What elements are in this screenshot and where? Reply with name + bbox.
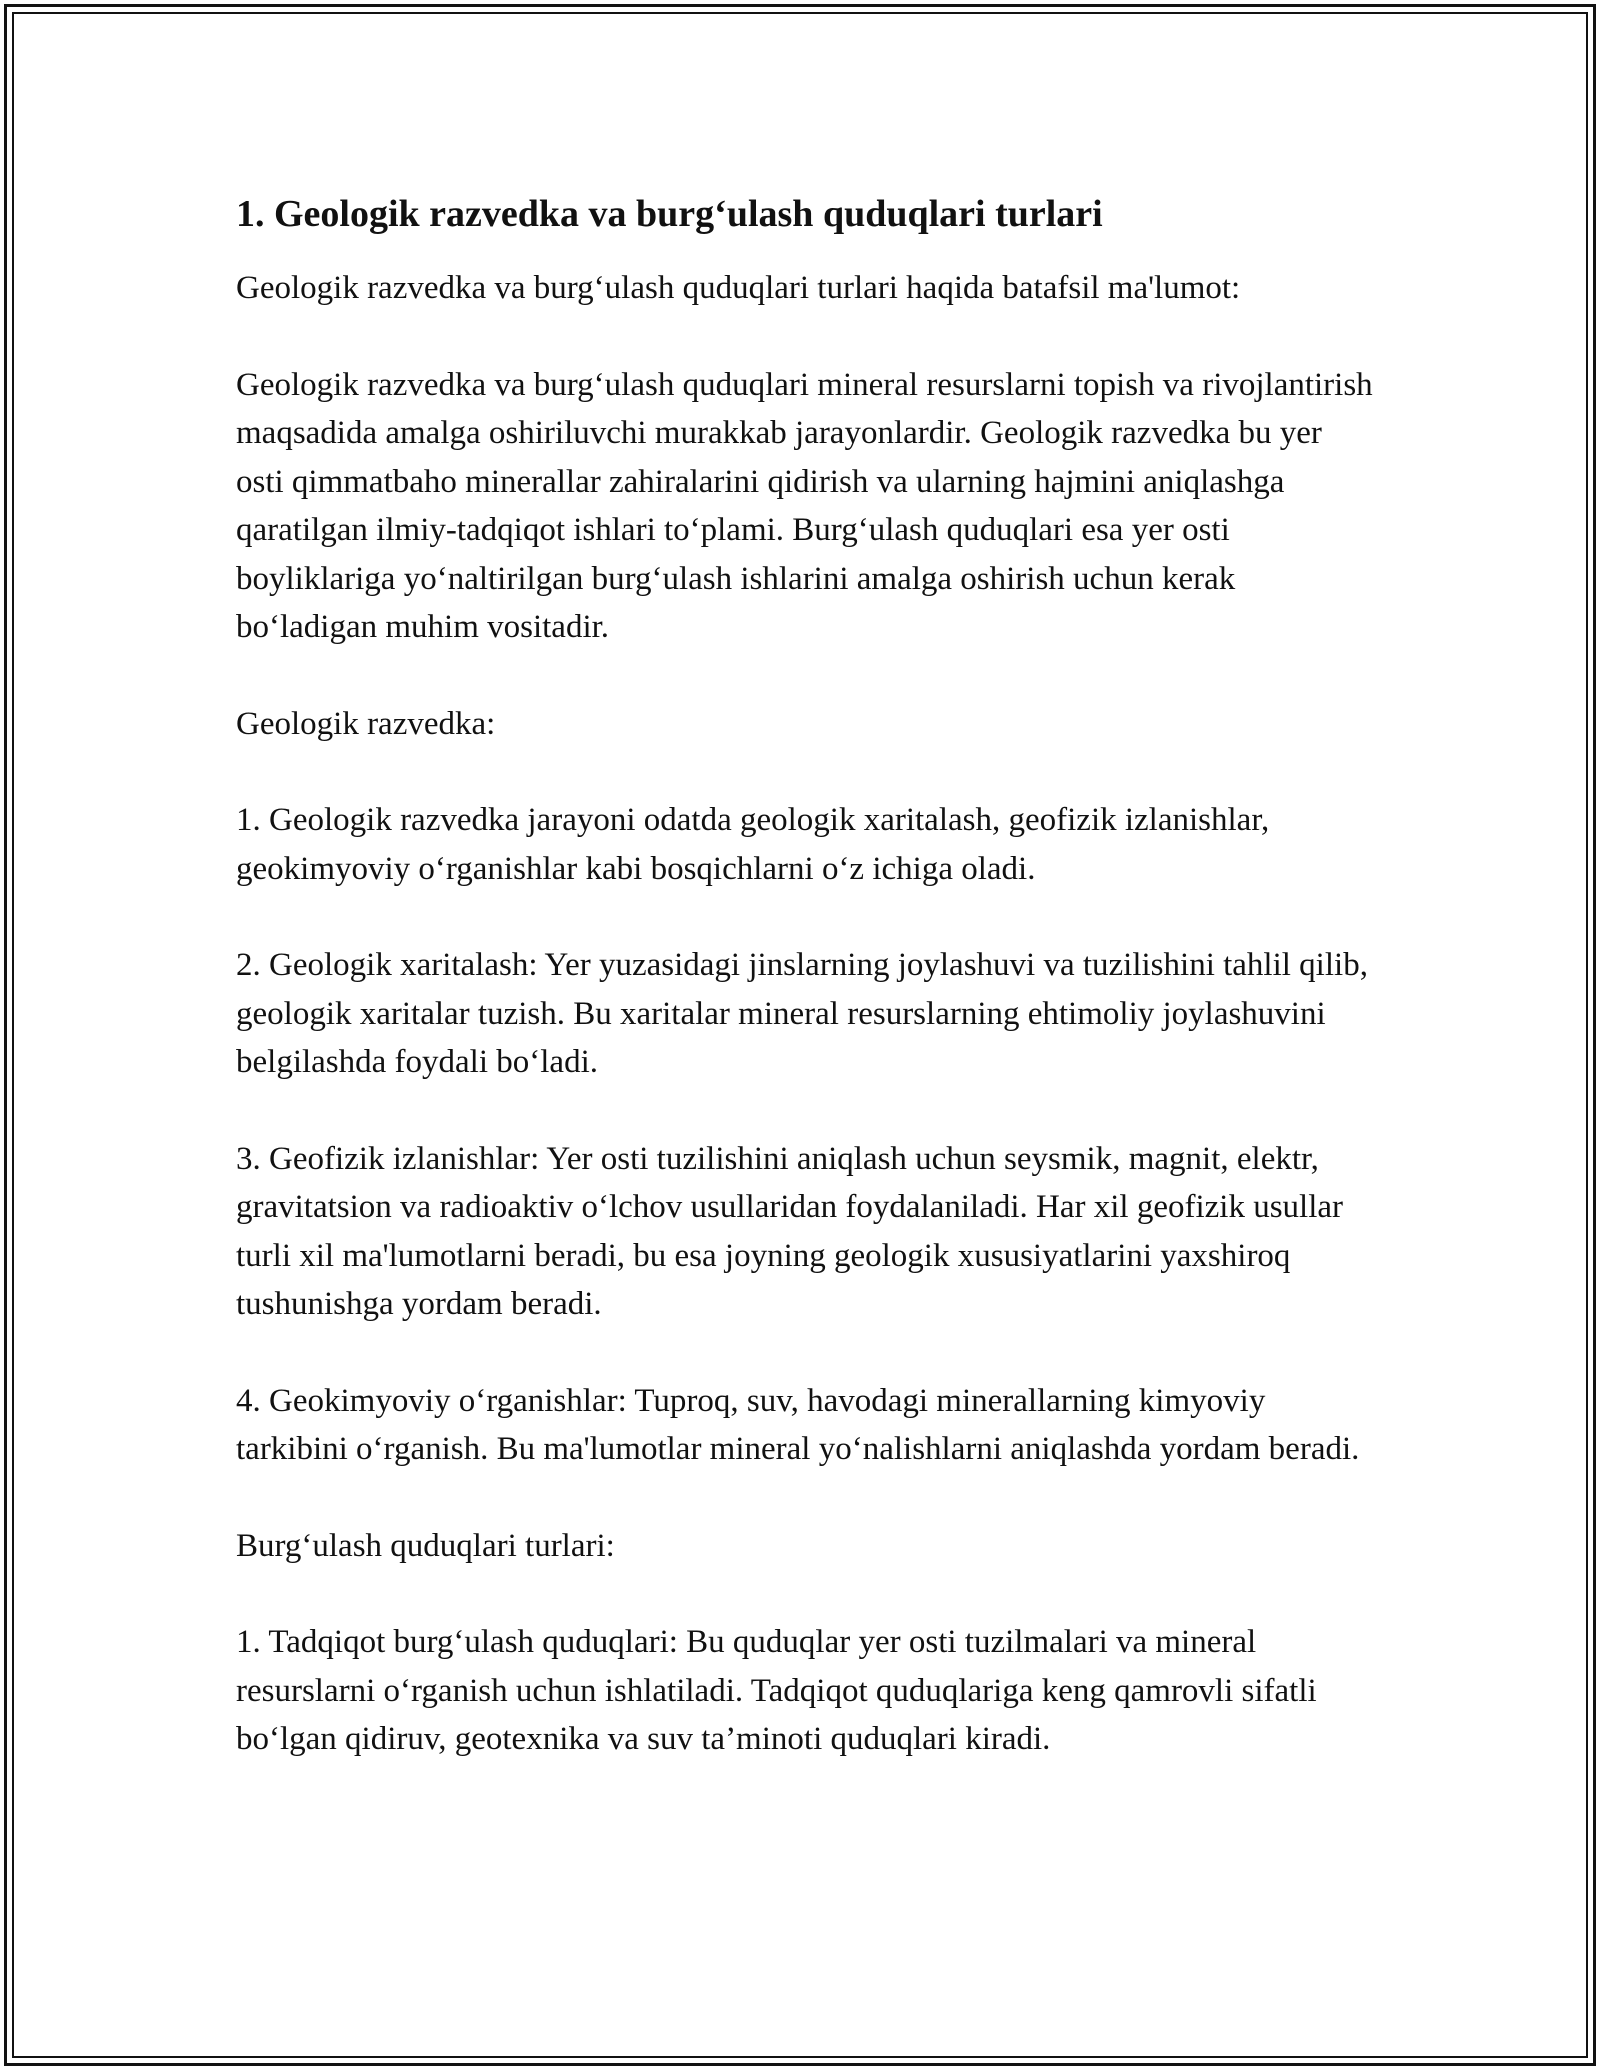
document-title: 1. Geologik razvedka va burg‘ulash quduqlari turlari	[236, 193, 1103, 235]
section-heading-quduqlar-turlari: Burg‘ulash quduqlari turlari:	[236, 1527, 615, 1564]
list-item-razvedka-1: 1. Geologik razvedka jarayoni odatda geologik xaritalash, geofizik izlanishlar, geokimyoviy o‘rganishlar kabi bosqichlarni o‘z ichiga oladi.	[236, 802, 1270, 887]
list-item-quduq-1: 1. Tadqiqot burg‘ulash quduqlari: Bu quduqlar yer osti tuzilmalari va mineral resurslarni o‘rganish uchun ishlatiladi. Tadqiqot quduqlariga keng qamrovli sifatli bo‘lgan qidiruv, geotexnika va suv ta’minoti quduqlari kiradi.	[236, 1624, 1317, 1757]
section-heading-geologik-razvedka: Geologik razvedka:	[236, 705, 496, 742]
list-item-razvedka-2: 2. Geologik xaritalash: Yer yuzasidagi jinslarning joylashuvi va tuzilishini tahlil qilib, geologik xaritalar tuzish. Bu xaritalar mineral resurslarning ehtimoliy joylashuvini belgilashda foydali bo‘ladi.	[236, 947, 1368, 1080]
list-item-razvedka-4: 4. Geokimyoviy o‘rganishlar: Tuproq, suv, havodagi minerallarning kimyoviy tarkibini o‘rganish. Bu ma'lumotlar mineral yo‘nalishlarni aniqlashda yordam beradi.	[236, 1382, 1360, 1467]
paragraph-intro: Geologik razvedka va burg‘ulash quduqlari turlari haqida batafsil ma'lumot:	[236, 270, 1241, 306]
paragraph-overview: Geologik razvedka va burg‘ulash quduqlari mineral resurslarni topish va rivojlantirish maqsadida amalga oshiriluvchi murakkab jarayonlardir. Geologik razvedka bu yer osti qimmatbaho minerallar zahiralarini qidirish va ularning hajmini aniqlashga qaratilgan ilmiy-tadqiqot ishlari to‘plami. Burg‘ulash quduqlari esa yer osti boyliklariga yo‘naltirilgan burg‘ulash ishlarini amalga oshirish uchun kerak bo‘ladigan muhim vositadir.	[236, 366, 1373, 645]
document-body	[236, 186, 1376, 1812]
list-item-razvedka-3: 3. Geofizik izlanishlar: Yer osti tuzilishini aniqlash uchun seysmik, magnit, elektr, gravitatsion va radioaktiv o‘lchov usullaridan foydalaniladi. Har xil geofizik usullar turli xil ma'lumotlarni beradi, bu esa joyning geologik xususiyatlarini yaxshiroq tushunishga yordam beradi.	[236, 1140, 1344, 1322]
